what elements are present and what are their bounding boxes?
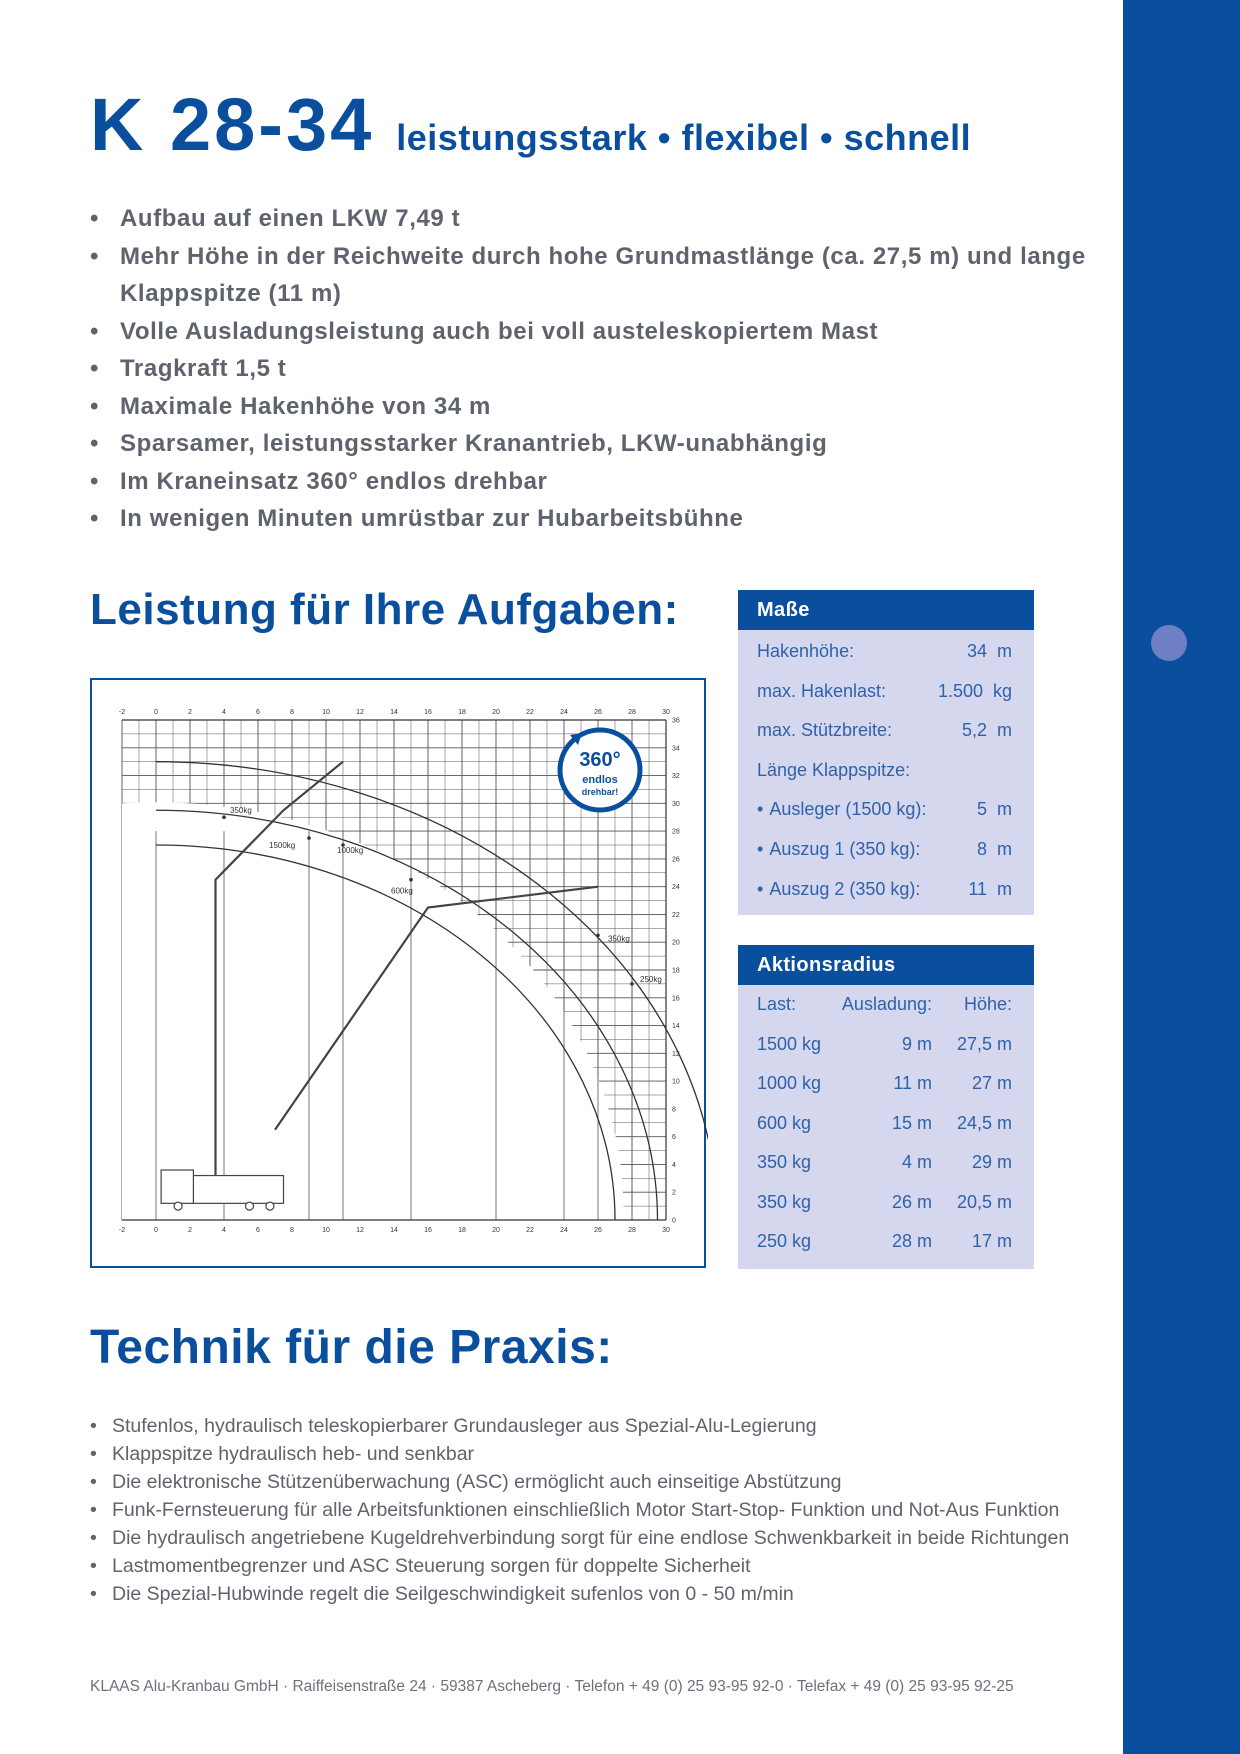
load-label: 600kg — [391, 886, 413, 896]
x-tick-label-top: 18 — [458, 709, 466, 716]
grid-mask — [122, 802, 624, 1220]
masse-value: 5,2 m — [961, 720, 1012, 741]
masse-label-text: max. Hakenlast: — [757, 680, 887, 701]
aktionsradius-header-row — [738, 985, 1034, 1025]
y-tick-label: 30 — [672, 800, 680, 808]
bullet-icon: • — [757, 878, 764, 899]
masse-value: 5 m — [976, 799, 1012, 820]
masse-value: 1.500 kg — [937, 680, 1012, 701]
x-tick-label-top: 26 — [594, 709, 602, 716]
y-tick-label: 6 — [672, 1134, 676, 1142]
x-tick-label: 30 — [662, 1227, 670, 1234]
masse-title: Maße — [738, 590, 1034, 630]
akt-last: 600 kg — [757, 1112, 812, 1133]
x-tick-label-top: 2 — [188, 709, 192, 716]
load-point — [596, 933, 600, 937]
feature-item: • Im Kraneinsatz 360° endlos drehbar — [90, 463, 1090, 501]
load-point — [630, 982, 634, 986]
badge-360-text: 360° — [579, 749, 621, 771]
masse-label-text: Länge Klappspitze: — [757, 759, 911, 780]
y-tick-label: 26 — [672, 856, 680, 864]
aktionsradius-row — [738, 1143, 1034, 1183]
footer-address: KLAAS Alu-Kranbau GmbH · Raiffeisenstraße 24 · 59387 Ascheberg · Telefon + 49 (0) 25 93-95 92-0 · Telefax + 49 (0) 25 93-95 92-25 — [90, 1678, 1014, 1695]
feature-item: • Volle Ausladungsleistung auch bei voll austeleskopiertem Mast — [90, 313, 1090, 351]
x-tick-label-top: 16 — [424, 709, 432, 716]
masse-label — [757, 830, 920, 870]
technik-item: • Stufenlos, hydraulisch teleskopierbarer Grundausleger aus Spezial-Alu-Legierung — [90, 1412, 1130, 1440]
technik-item: • Die elektronische Stützenüberwachung (ASC) ermöglicht auch einseitige Abstützung — [90, 1468, 1130, 1496]
akt-hoehe: 27,5 m — [956, 1033, 1012, 1054]
load-point — [307, 836, 311, 840]
masse-row — [738, 751, 1034, 791]
x-tick-label-top: 6 — [256, 709, 260, 716]
x-tick-label-top: 28 — [628, 709, 636, 716]
truck-wheel — [266, 1202, 274, 1210]
masse-label — [757, 672, 886, 712]
x-tick-label-top: 22 — [526, 709, 534, 716]
load-point — [222, 815, 226, 819]
side-band — [1123, 0, 1240, 1754]
bullet-icon: • — [757, 838, 764, 859]
masse-row — [738, 870, 1034, 910]
masse-label — [757, 870, 920, 910]
truck-wheel — [246, 1202, 254, 1210]
akt-last: 250 kg — [757, 1231, 812, 1251]
y-tick-label: 14 — [672, 1023, 680, 1031]
akt-hoehe: 20,5 m — [956, 1191, 1012, 1212]
technik-item: • Die hydraulisch angetriebene Kugeldrehverbindung sorgt für eine endlose Schwenkbarkeit in beide Richtungen — [90, 1524, 1130, 1552]
x-tick-label: 0 — [154, 1227, 158, 1234]
technik-item: • Funk-Fernsteuerung für alle Arbeitsfunktionen einschließlich Motor Start-Stop- Funktion und Not-Aus Funktion — [90, 1496, 1130, 1524]
aktionsradius-row — [738, 1183, 1034, 1223]
x-tick-label: 8 — [290, 1227, 294, 1234]
masse-label-text: Ausleger (1500 kg): — [769, 799, 927, 820]
technik-item: • Die Spezial-Hubwinde regelt die Seilgeschwindigkeit sufenlos von 0 - 50 m/min — [90, 1580, 1130, 1608]
y-tick-label: 16 — [672, 995, 680, 1003]
masse-value: 11 m — [968, 878, 1012, 899]
akt-last: 1500 kg — [757, 1033, 822, 1054]
masse-row — [738, 632, 1034, 672]
range-chart — [90, 678, 706, 1268]
x-tick-label: 24 — [560, 1227, 568, 1234]
col-hoehe: Höhe: — [963, 994, 1012, 1014]
load-label: 350kg — [608, 934, 630, 944]
x-tick-label-top: 8 — [290, 709, 294, 716]
load-point — [409, 878, 413, 882]
masse-label — [757, 711, 892, 751]
claim: leistungsstark • flexibel • schnell — [396, 117, 972, 158]
x-tick-label-top: 20 — [492, 709, 500, 716]
akt-last: 350 kg — [757, 1152, 812, 1172]
feature-item: • Sparsamer, leistungsstarker Kranantrieb, LKW-unabhängig — [90, 425, 1090, 463]
masse-label-text: max. Stützbreite: — [757, 720, 893, 741]
masse-row — [738, 790, 1034, 830]
y-tick-label: 34 — [672, 745, 680, 753]
feature-item: • In wenigen Minuten umrüstbar zur Hubarbeitsbühne — [90, 500, 1090, 538]
technik-item: • Lastmomentbegrenzer und ASC Steuerung sorgen für doppelte Sicherheit — [90, 1552, 1130, 1580]
masse-row — [738, 672, 1034, 712]
y-tick-label: 12 — [672, 1050, 680, 1058]
masse-label — [757, 790, 926, 830]
akt-ausladung: 26 m — [891, 1191, 932, 1212]
akt-hoehe: 17 m — [971, 1231, 1012, 1251]
x-tick-label: 10 — [322, 1227, 330, 1234]
y-tick-label: 28 — [672, 828, 680, 836]
model-name: K 28-34 — [90, 83, 375, 166]
section-title-technik: Technik für die Praxis: — [90, 1321, 613, 1374]
truck-cab — [161, 1170, 193, 1203]
feature-item: • Mehr Höhe in der Reichweite durch hohe Grundmastlänge (ca. 27,5 m) und lange Klappspitze (11 m) — [90, 238, 1090, 313]
masse-label — [757, 632, 854, 672]
feature-item: • Aufbau auf einen LKW 7,49 t — [90, 200, 1090, 238]
y-tick-label: 20 — [672, 939, 680, 947]
akt-ausladung: 9 m — [901, 1033, 932, 1054]
masse-label — [757, 751, 910, 791]
masse-label-text: Hakenhöhe: — [757, 641, 855, 661]
aktionsradius-title: Aktionsradius — [738, 945, 1034, 985]
badge-line2: drehbar! — [581, 787, 619, 797]
x-tick-label: 18 — [458, 1227, 466, 1234]
masse-box — [738, 590, 1034, 915]
load-label: 350kg — [230, 806, 252, 816]
y-tick-label: 24 — [672, 884, 680, 892]
x-tick-label-top: -2 — [118, 709, 126, 716]
akt-hoehe: 27 m — [971, 1073, 1012, 1093]
akt-hoehe: 29 m — [971, 1152, 1012, 1172]
badge-line1: endlos — [582, 774, 618, 786]
akt-ausladung: 15 m — [891, 1112, 932, 1133]
akt-ausladung: 28 m — [891, 1231, 932, 1251]
y-tick-label: 10 — [672, 1078, 680, 1086]
section-title-leistung: Leistung für Ihre Aufgaben: — [90, 585, 679, 634]
masse-row — [738, 711, 1034, 751]
x-tick-label: 16 — [424, 1227, 432, 1234]
load-label: 1500kg — [269, 841, 296, 851]
feature-list — [90, 200, 1090, 538]
x-tick-label: 28 — [628, 1227, 636, 1234]
y-tick-label: 8 — [672, 1106, 676, 1114]
aktionsradius-row — [738, 1104, 1034, 1144]
x-tick-label: 4 — [222, 1227, 226, 1234]
masse-row — [738, 830, 1034, 870]
x-tick-label-top: 4 — [222, 709, 226, 716]
masse-label-text: Auszug 1 (350 kg): — [769, 838, 921, 859]
y-tick-label: 2 — [672, 1189, 676, 1197]
akt-last: 1000 kg — [757, 1073, 822, 1093]
x-tick-label: 22 — [526, 1227, 534, 1234]
x-tick-label-top: 12 — [356, 709, 364, 716]
y-tick-label: 32 — [672, 773, 680, 781]
x-tick-label: 2 — [188, 1227, 192, 1234]
bullet-icon: • — [757, 799, 764, 820]
aktionsradius-box — [738, 945, 1034, 1269]
x-tick-label-top: 10 — [322, 709, 330, 716]
feature-item: • Tragkraft 1,5 t — [90, 350, 1090, 388]
col-ausladung: Ausladung: — [841, 994, 932, 1014]
masse-value: 8 m — [976, 838, 1012, 859]
page-title — [90, 82, 971, 167]
technik-item: • Klappspitze hydraulisch heb- und senkbar — [90, 1440, 1130, 1468]
masse-value: 34 m — [966, 641, 1012, 661]
load-label: 250kg — [640, 974, 662, 984]
x-tick-label: -2 — [118, 1227, 126, 1234]
binder-hole — [1151, 625, 1187, 661]
masse-label-text: Auszug 2 (350 kg): — [769, 878, 921, 899]
truck-body — [193, 1176, 283, 1204]
y-tick-label: 4 — [672, 1161, 676, 1169]
load-label: 1000kg — [337, 846, 364, 855]
y-tick-label: 36 — [672, 717, 680, 725]
y-tick-label: 22 — [672, 911, 680, 919]
range-chart-svg — [92, 680, 708, 1270]
x-tick-label-top: 14 — [390, 709, 398, 716]
x-tick-label: 26 — [594, 1227, 602, 1234]
x-tick-label-top: 0 — [154, 709, 158, 716]
x-tick-label-top: 30 — [662, 709, 670, 716]
y-tick-label: 0 — [672, 1217, 676, 1225]
aktionsradius-row — [738, 1222, 1034, 1262]
col-last: Last: — [757, 994, 797, 1014]
akt-ausladung: 11 m — [893, 1073, 932, 1093]
x-tick-label: 20 — [492, 1227, 500, 1234]
x-tick-label: 6 — [256, 1227, 260, 1234]
truck-wheel — [174, 1202, 182, 1210]
akt-hoehe: 24,5 m — [956, 1112, 1012, 1133]
aktionsradius-row — [738, 1025, 1034, 1065]
akt-last: 350 kg — [757, 1191, 812, 1212]
technik-list — [90, 1412, 1130, 1608]
x-tick-label: 12 — [356, 1227, 364, 1234]
x-tick-label-top: 24 — [560, 709, 568, 716]
akt-ausladung: 4 m — [901, 1152, 932, 1172]
aktionsradius-row — [738, 1064, 1034, 1104]
feature-item: • Maximale Hakenhöhe von 34 m — [90, 388, 1090, 426]
x-tick-label: 14 — [390, 1227, 398, 1234]
y-tick-label: 18 — [672, 967, 680, 975]
